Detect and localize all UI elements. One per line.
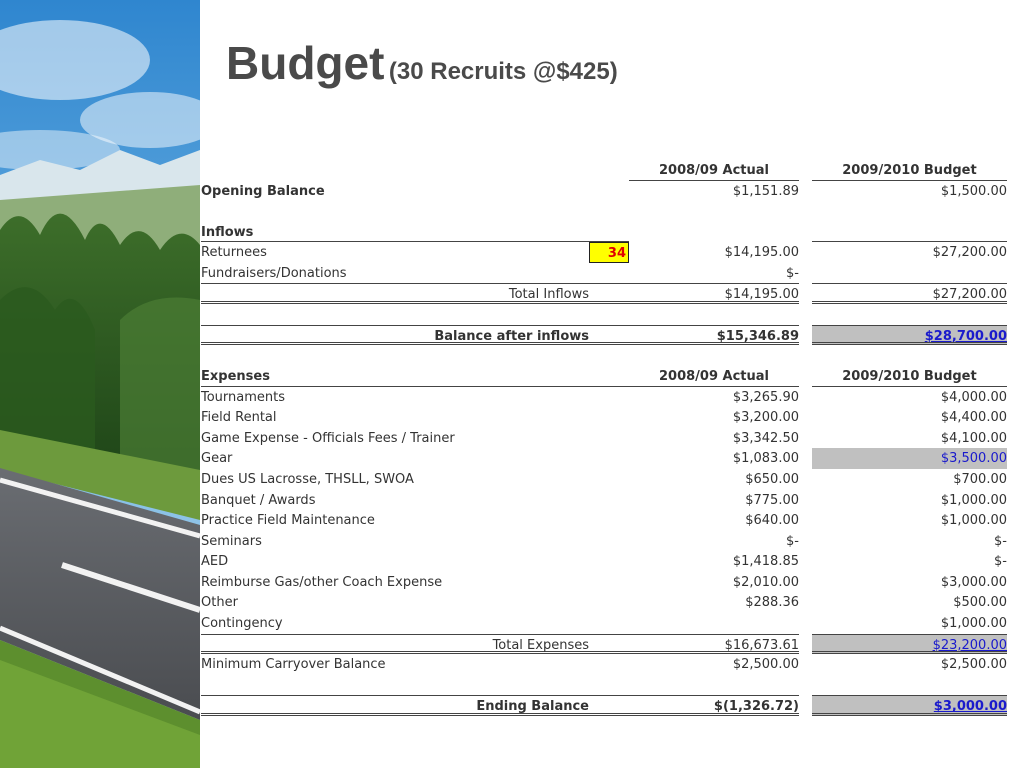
- expense-actual: $3,342.50: [732, 430, 799, 446]
- expense-row: [201, 572, 1007, 593]
- expense-label: Other: [201, 595, 238, 611]
- expense-budget: $4,000.00: [940, 389, 1007, 405]
- returnees-actual: $14,195.00: [724, 245, 799, 261]
- expense-row: [201, 613, 1007, 634]
- expense-row: [201, 592, 1007, 613]
- expenses-header-budget: 2009/2010 Budget: [812, 366, 1007, 387]
- expense-budget: $4,400.00: [940, 410, 1007, 426]
- expense-label: Contingency: [201, 616, 283, 632]
- ending-balance-actual: $(1,326.72): [629, 695, 799, 716]
- expense-actual: $650.00: [745, 471, 799, 487]
- expense-actual: $288.36: [745, 595, 799, 611]
- expense-actual: $1,083.00: [732, 451, 799, 467]
- title-main: Budget: [226, 37, 385, 89]
- expense-budget: $700.00: [953, 471, 1007, 487]
- expense-actual: $2,010.00: [732, 574, 799, 590]
- expense-budget: $1,000.00: [940, 616, 1007, 632]
- expense-actual: $775.00: [745, 492, 799, 508]
- expense-budget: $500.00: [953, 595, 1007, 611]
- total-inflows-label: Total Inflows: [201, 284, 589, 305]
- opening-balance-actual: $1,151.89: [732, 183, 799, 199]
- spacer-row: [201, 201, 1007, 222]
- returnees-row: [201, 242, 1007, 263]
- column-header-row: [201, 160, 1007, 181]
- expense-budget: $-: [994, 533, 1007, 549]
- total-expenses-mid-rule: [589, 634, 629, 655]
- expense-row: [201, 531, 1007, 552]
- budget-table: [201, 160, 1007, 716]
- expenses-heading: Expenses: [201, 366, 629, 387]
- expense-budget: $3,500.00: [812, 448, 1007, 469]
- returnees-count-cell: 34: [589, 242, 629, 263]
- expense-actual: $-: [786, 533, 799, 549]
- expense-row: [201, 407, 1007, 428]
- balance-after-inflows-budget: $28,700.00: [812, 325, 1007, 346]
- landscape-sidebar-image: [0, 0, 200, 768]
- total-inflows-actual: $14,195.00: [629, 284, 799, 305]
- expense-actual: [629, 613, 799, 634]
- inflows-heading-budget-rule: [812, 222, 1007, 243]
- fundraisers-actual: $-: [786, 265, 799, 281]
- ending-balance-budget: $3,000.00: [812, 695, 1007, 716]
- header-budget: 2009/2010 Budget: [812, 160, 1007, 181]
- expense-budget: $1,000.00: [940, 513, 1007, 529]
- inflows-heading: Inflows: [201, 222, 629, 243]
- balance-after-inflows-label: Balance after inflows: [201, 325, 589, 346]
- expense-label: Banquet / Awards: [201, 492, 316, 508]
- carryover-actual: $2,500.00: [732, 657, 799, 673]
- total-expenses-budget: $23,200.00: [812, 634, 1007, 655]
- balance-after-mid-rule: [589, 325, 629, 346]
- opening-balance-budget: $1,500.00: [940, 183, 1007, 199]
- fundraisers-row: [201, 263, 1007, 284]
- carryover-budget: $2,500.00: [940, 657, 1007, 673]
- carryover-row: [201, 654, 1007, 675]
- balance-after-inflows-row: [201, 325, 1007, 346]
- total-expenses-label: Total Expenses: [201, 634, 589, 655]
- expense-budget: $-: [994, 554, 1007, 570]
- spacer-row: [201, 675, 1007, 696]
- expense-budget: $3,000.00: [940, 574, 1007, 590]
- expense-label: Game Expense - Officials Fees / Trainer: [201, 430, 455, 446]
- balance-after-inflows-actual: $15,346.89: [629, 325, 799, 346]
- returnees-label: Returnees: [201, 245, 267, 261]
- ending-balance-label: Ending Balance: [201, 695, 589, 716]
- ending-balance-mid-rule: [589, 695, 629, 716]
- expense-label: AED: [201, 554, 229, 570]
- expenses-heading-row: [201, 366, 1007, 387]
- title-subtitle: (30 Recruits @$425): [388, 58, 618, 85]
- expense-label: Dues US Lacrosse, THSLL, SWOA: [201, 471, 414, 487]
- expense-row: [201, 469, 1007, 490]
- total-inflows-mid-rule: [589, 284, 629, 305]
- expense-row: [201, 510, 1007, 531]
- expense-label: Reimburse Gas/other Coach Expense: [201, 574, 443, 590]
- expense-label: Practice Field Maintenance: [201, 513, 375, 529]
- expense-actual: $3,265.90: [732, 389, 799, 405]
- header-actual: 2008/09 Actual: [629, 160, 799, 181]
- inflows-heading-row: [201, 222, 1007, 243]
- expense-actual: $3,200.00: [732, 410, 799, 426]
- total-inflows-budget: $27,200.00: [812, 284, 1007, 305]
- expense-row: [201, 448, 1007, 469]
- expense-actual: $640.00: [745, 513, 799, 529]
- returnees-budget: $27,200.00: [932, 245, 1007, 261]
- expense-items-list: [201, 387, 1007, 634]
- expense-row: [201, 490, 1007, 511]
- spacer-row: [201, 304, 1007, 325]
- ending-balance-row: [201, 695, 1007, 716]
- expense-label: Tournaments: [201, 389, 286, 405]
- expense-row: [201, 551, 1007, 572]
- expense-label: Field Rental: [201, 410, 277, 426]
- expense-budget: $1,000.00: [940, 492, 1007, 508]
- total-expenses-row: [201, 634, 1007, 655]
- expense-row: [201, 387, 1007, 408]
- carryover-label: Minimum Carryover Balance: [201, 657, 386, 673]
- spacer-row: [201, 345, 1007, 366]
- expense-budget: $4,100.00: [940, 430, 1007, 446]
- expenses-header-actual: 2008/09 Actual: [629, 366, 799, 387]
- opening-balance-label: Opening Balance: [201, 183, 325, 199]
- total-expenses-actual: $16,673.61: [629, 634, 799, 655]
- expense-actual: $1,418.85: [732, 554, 799, 570]
- page-title: [226, 36, 618, 90]
- fundraisers-label: Fundraisers/Donations: [201, 263, 799, 284]
- fundraisers-budget: [812, 263, 1007, 284]
- expense-row: [201, 428, 1007, 449]
- opening-balance-row: [201, 181, 1007, 202]
- expense-label: Seminars: [201, 533, 262, 549]
- expense-label: Gear: [201, 451, 233, 467]
- total-inflows-row: [201, 284, 1007, 305]
